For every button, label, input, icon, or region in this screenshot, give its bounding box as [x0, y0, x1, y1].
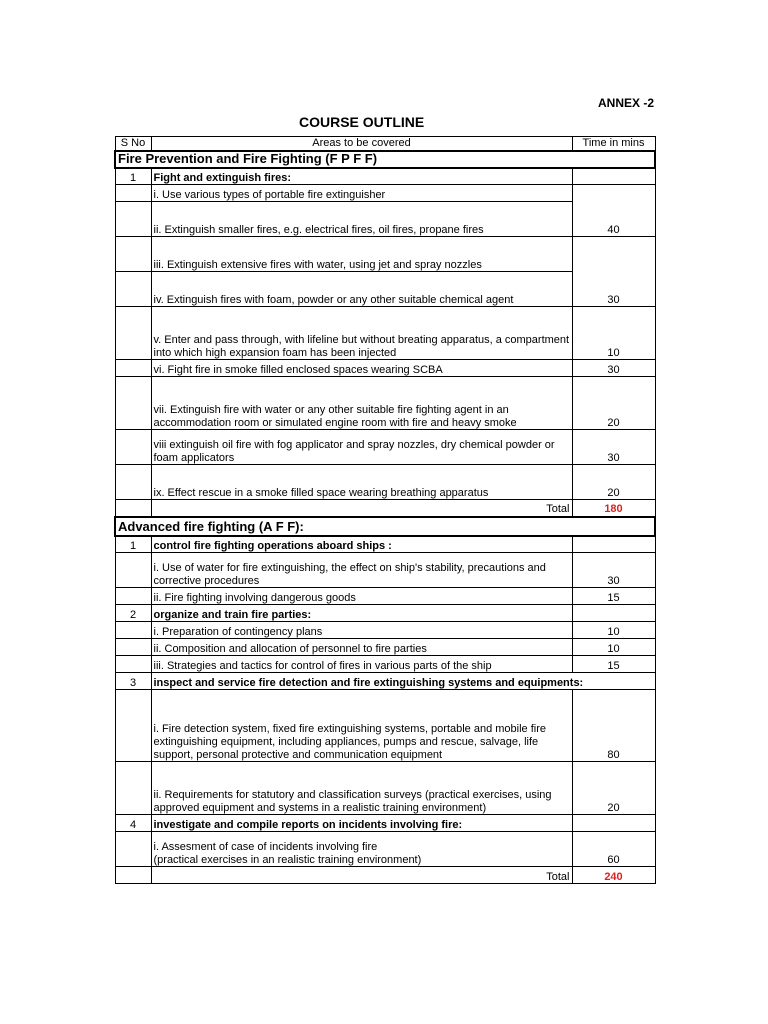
item-text: iii. Extinguish extensive fires with water, using jet and spray nozzles	[151, 237, 572, 272]
item-line: i. Assesment of case of incidents involving fire	[153, 840, 378, 853]
time-cell: 10	[572, 639, 655, 656]
item-text: viii extinguish oil fire with fog applicator and spray nozzles, dry chemical powder or foam applicators	[151, 430, 572, 465]
item-text: ii. Composition and allocation of personnel to fire parties	[151, 639, 572, 656]
group-title-row	[115, 673, 655, 690]
group-title-row	[115, 168, 655, 185]
item-text: v. Enter and pass through, with lifeline but without breating apparatus, a compartment into which high expansion foam has been injected	[151, 307, 572, 360]
time-cell: 60	[572, 832, 655, 867]
section-title-row	[115, 517, 655, 536]
header-areas: Areas to be covered	[151, 137, 572, 151]
table-header-row	[115, 137, 655, 151]
group-title: control fire fighting operations aboard ships :	[151, 536, 572, 553]
group-sno: 1	[115, 536, 151, 553]
item-text: i. Preparation of contingency plans	[151, 622, 572, 639]
item-text: vi. Fight fire in smoke filled enclosed spaces wearing SCBA	[151, 360, 572, 377]
section-title-row	[115, 151, 655, 168]
table-row	[115, 237, 655, 272]
item-text: i. Use various types of portable fire extinguisher	[151, 185, 572, 202]
time-cell-empty	[572, 168, 655, 185]
time-cell: 30	[572, 237, 655, 307]
time-cell: 15	[572, 588, 655, 605]
item-text: ix. Effect rescue in a smoke filled space wearing breathing apparatus	[151, 465, 572, 500]
group-title: Fight and extinguish fires:	[151, 168, 572, 185]
item-text	[151, 832, 572, 867]
group-title-row	[115, 815, 655, 832]
time-cell: 40	[572, 185, 655, 237]
total-label: Total	[151, 867, 572, 884]
section-title-aff: Advanced fire fighting (A F F):	[115, 517, 655, 536]
time-cell: 30	[572, 553, 655, 588]
item-text: vii. Extinguish fire with water or any other suitable fire fighting agent in an accommodation room or simulated engine room with fire and heavy smoke	[151, 377, 572, 430]
time-cell: 20	[572, 465, 655, 500]
group-sno: 4	[115, 815, 151, 832]
item-text: ii. Extinguish smaller fires, e.g. electrical fires, oil fires, propane fires	[151, 202, 572, 237]
page-title: COURSE OUTLINE	[299, 114, 425, 130]
table-row	[115, 639, 655, 656]
header-sno: S No	[115, 137, 151, 151]
time-cell: 10	[572, 307, 655, 360]
group-title: inspect and service fire detection and fire extinguishing systems and equipments:	[151, 673, 655, 690]
table-row	[115, 185, 655, 202]
group-sno: 3	[115, 673, 151, 690]
group-title: investigate and compile reports on incidents involving fire:	[151, 815, 572, 832]
item-text: iv. Extinguish fires with foam, powder or any other suitable chemical agent	[151, 272, 572, 307]
annex-label: ANNEX -2	[598, 96, 655, 110]
item-text: i. Use of water for fire extinguishing, the effect on ship's stability, precautions and corrective procedures	[151, 553, 572, 588]
table-row	[115, 588, 655, 605]
time-cell: 20	[572, 377, 655, 430]
table-row	[115, 690, 655, 762]
item-line: (practical exercises in an realistic training environment)	[153, 853, 422, 866]
group-sno: 1	[115, 168, 151, 185]
table-row	[115, 832, 655, 867]
total-label: Total	[151, 500, 572, 517]
table-row	[115, 307, 655, 360]
section-title-fpff: Fire Prevention and Fire Fighting (F P F F)	[115, 151, 655, 168]
time-cell: 30	[572, 360, 655, 377]
total-value: 240	[572, 867, 655, 884]
time-cell: 15	[572, 656, 655, 673]
group-title-row	[115, 605, 655, 622]
item-text: iii. Strategies and tactics for control of fires in various parts of the ship	[151, 656, 572, 673]
item-text: i. Fire detection system, fixed fire extinguishing systems, portable and mobile fire extinguishing equipment, including appliances, pumps and rescue, salvage, life support, personal protective and communication equipment	[151, 690, 572, 762]
time-cell: 30	[572, 430, 655, 465]
header-time: Time in mins	[572, 137, 655, 151]
total-row	[115, 500, 655, 517]
table-row	[115, 430, 655, 465]
table-row	[115, 377, 655, 430]
group-title: organize and train fire parties:	[151, 605, 572, 622]
table-row	[115, 656, 655, 673]
table-row	[115, 465, 655, 500]
group-sno: 2	[115, 605, 151, 622]
table-row	[115, 360, 655, 377]
item-text: ii. Requirements for statutory and classification surveys (practical exercises, using approved equipment and systems in a realistic training environment)	[151, 762, 572, 815]
time-cell: 80	[572, 690, 655, 762]
course-outline-table	[114, 136, 656, 884]
table-row	[115, 622, 655, 639]
table-row	[115, 553, 655, 588]
item-text: ii. Fire fighting involving dangerous goods	[151, 588, 572, 605]
total-value: 180	[572, 500, 655, 517]
total-row	[115, 867, 655, 884]
time-cell: 20	[572, 762, 655, 815]
group-title-row	[115, 536, 655, 553]
table-row	[115, 762, 655, 815]
time-cell: 10	[572, 622, 655, 639]
